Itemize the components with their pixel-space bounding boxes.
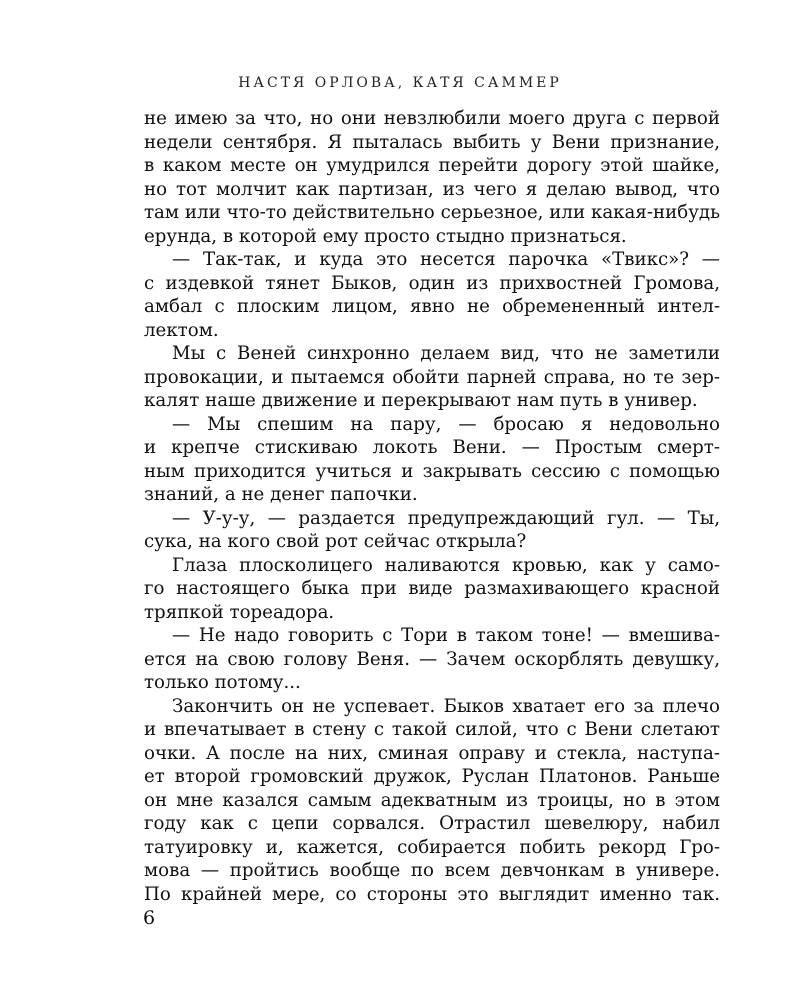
body-text	[144, 107, 720, 906]
text-line: и крепче стискиваю локоть Вени. — Простым смерт-	[144, 437, 720, 458]
text-line: там или что-то действительно серьезное, или какая-нибудь	[144, 202, 720, 223]
text-line: он мне казался самым адекватным из троицы, но в этом	[144, 789, 720, 811]
text-line: мова — пройтись вообще по всем девчонкам в универе.	[144, 860, 720, 881]
text-line: — Мы спешим на пару, — бросаю я недовольно	[172, 413, 720, 435]
text-line: По крайней мере, со стороны это выглядит именно так.	[144, 883, 720, 905]
text-line: Глаза плосколицего наливаются кровью, как у само-	[172, 554, 720, 576]
text-line: калят наше движение и перекрывают нам путь в универ.	[144, 390, 698, 411]
text-line: лектом.	[144, 319, 219, 341]
text-line: ется на свою голову Веня. — Зачем оскорблять девушку,	[144, 648, 720, 670]
text-line: ерунда, в которой ему просто стыдно признаться.	[144, 225, 627, 247]
text-line: Мы с Веней синхронно делаем вид, что не заметили	[172, 343, 720, 364]
text-line: провокации, и пытаемся обойти парней справа, но те зер-	[144, 366, 720, 388]
text-line: очки. А после на них, сминая оправу и стекла, наступа-	[144, 742, 720, 764]
text-line: ет второй громовский дружок, Руслан Платонов. Раньше	[144, 766, 720, 787]
text-line: тряпкой тореадора.	[144, 601, 335, 623]
text-line: году как с цепи сорвался. Отрастил шевелюру, набил	[144, 813, 720, 834]
text-line: знаний, а не денег папочки.	[144, 484, 418, 505]
page-number: 6	[143, 907, 156, 929]
running-header: НАСТЯ ОРЛОВА, КАТЯ САММЕР	[238, 75, 562, 91]
text-line: сука, на кого свой рот сейчас открыла?	[144, 531, 527, 552]
text-line: Закончить он не успевает. Быков хватает его за плечо	[172, 695, 720, 717]
text-line: в каком месте он умудрился перейти дорогу этой шайке,	[144, 155, 720, 176]
text-line: не имею за что, но они невзлюбили моего друга с первой	[144, 108, 720, 129]
text-line: — Так-так, и куда это несется парочка «Твикс»? —	[172, 249, 720, 270]
text-line: только потому...	[144, 672, 301, 693]
text-line: ным приходится учиться и закрывать сессию с помощью	[144, 460, 720, 482]
text-line: го настоящего быка при виде размахивающего красной	[144, 578, 720, 599]
text-line: но тот молчит как партизан, из чего я делаю вывод, что	[144, 178, 720, 200]
text-line: татуировку и, кажется, собирается побить рекорд Гро-	[144, 836, 720, 858]
text-line: с издевкой тянет Быков, один из прихвостней Громова,	[144, 272, 720, 294]
text-line: и впечатывает в стену с такой силой, что с Вени слетают	[144, 719, 720, 740]
text-line: амбал с плоским лицом, явно не обремененный интел-	[144, 296, 720, 317]
text-line: — Не надо говорить с Тори в таком тоне! — вмешива-	[172, 625, 720, 646]
text-line: — У-у-у, — раздается предупреждающий гул. — Ты,	[172, 507, 720, 529]
text-line: недели сентября. Я пыталась выбить у Вени признание,	[144, 131, 720, 153]
